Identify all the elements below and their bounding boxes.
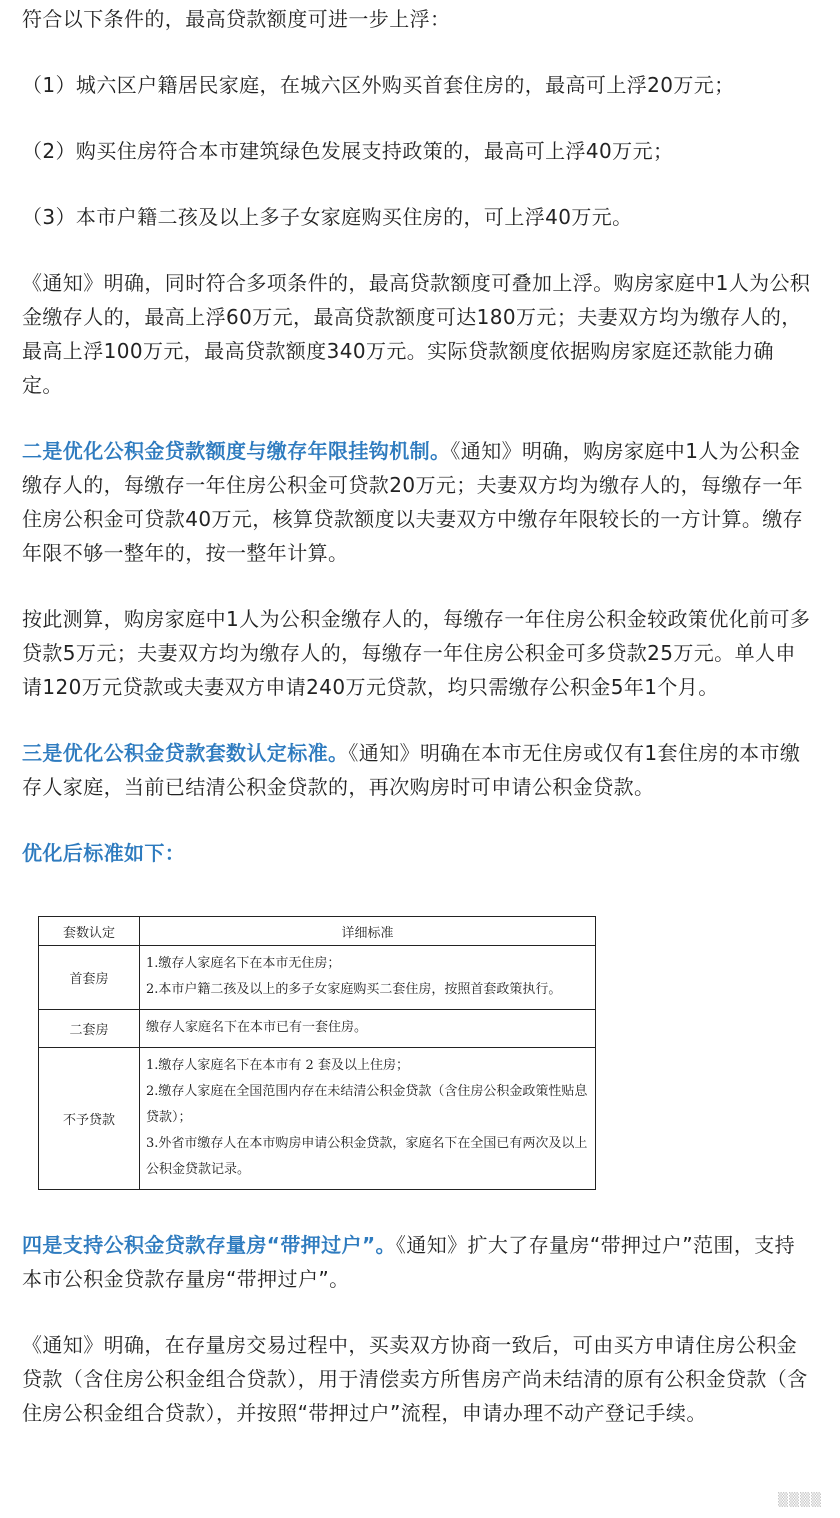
- table-cell-details: [140, 1048, 596, 1190]
- intro-paragraph: 符合以下条件的，最高贷款额度可进一步上浮：: [22, 7, 451, 31]
- detail-line: 2.本市户籍二孩及以上的多子女家庭购买二套住房，按照首套政策执行。: [146, 982, 562, 997]
- condition-item-2: （2）购买住房符合本市建筑绿色发展支持政策的，最高可上浮40万元；: [22, 139, 674, 163]
- detail-line: 1.缴存人家庭名下在本市无住房；: [146, 956, 341, 971]
- table-row: [39, 1010, 596, 1048]
- section-2-body: 《通知》明确，购房家庭中1人为公积金缴存人的，每缴存一年住房公积金可贷款20万元；夫妻双方均为缴存人的，每缴存一年住房公积金可贷款40万元，核算贷款额度以夫妻双方中缴存年限较长的一方计算。缴存年限不够一整年的，按一整年计算。: [22, 439, 804, 565]
- watermark-logo: ▒▒▒▒: [778, 1493, 822, 1508]
- table-row: [39, 946, 596, 1010]
- section-2-heading: 二是优化公积金贷款额度与缴存年限挂钩机制。: [22, 439, 451, 463]
- section-3-paragraph: [22, 736, 812, 804]
- detail-line: 1.缴存人家庭名下在本市有 2 套及以上住房；: [146, 1058, 409, 1073]
- table-cell-category: 首套房: [39, 946, 140, 1010]
- section-4-heading: 四是支持公积金贷款存量房“带押过户”。: [22, 1233, 396, 1257]
- table-header-details: 详细标准: [140, 917, 596, 946]
- standards-table-image: [38, 916, 596, 1190]
- stack-paragraph: 《通知》明确，同时符合多项条件的，最高贷款额度可叠加上浮。购房家庭中1人为公积金缴存人的，最高上浮60万元，最高贷款额度可达180万元；夫妻双方均为缴存人的，最高上浮100万元，最高贷款额度340万元。实际贷款额度依据购房家庭还款能力确定。: [22, 271, 811, 397]
- calc-paragraph: 按此测算，购房家庭中1人为公积金缴存人的，每缴存一年住房公积金较政策优化前可多贷款5万元；夫妻双方均为缴存人的，每缴存一年住房公积金可多贷款25万元。单人申请120万元贷款或夫妻双方申请240万元贷款，均只需缴存公积金5年1个月。: [22, 607, 811, 699]
- standards-table: [38, 916, 596, 1190]
- condition-item-1: （1）城六区户籍居民家庭，在城六区外购买首套住房的，最高可上浮20万元；: [22, 73, 735, 97]
- table-header-category: 套数认定: [39, 917, 140, 946]
- section-3-body: 《通知》明确在本市无住房或仅有1套住房的本市缴存人家庭，当前已结清公积金贷款的，再次购房时可申请公积金贷款。: [22, 741, 801, 799]
- condition-item-3: （3）本市户籍二孩及以上多子女家庭购买住房的，可上浮40万元。: [22, 205, 633, 229]
- section-3-heading: 三是优化公积金贷款套数认定标准。: [22, 741, 349, 765]
- detail-line: 2.缴存人家庭在全国范围内存在未结清公积金贷款（含住房公积金政策性贴息贷款）；: [146, 1084, 588, 1125]
- detail-line: 缴存人家庭名下在本市已有一套住房。: [146, 1020, 368, 1035]
- table-cell-details: [140, 1010, 596, 1048]
- section-2-paragraph: [22, 434, 812, 570]
- section-4-paragraph: [22, 1228, 812, 1296]
- table-header-row: [39, 917, 596, 946]
- table-row: [39, 1048, 596, 1190]
- final-paragraph: 《通知》明确，在存量房交易过程中，买卖双方协商一致后，可由买方申请住房公积金贷款（含住房公积金组合贷款），用于清偿卖方所售房产尚未结清的原有公积金贷款（含住房公积金组合贷款），并按照“带押过户”流程，申请办理不动产登记手续。: [22, 1333, 808, 1425]
- table-cell-category: 不予贷款: [39, 1048, 140, 1190]
- table-cell-category: 二套房: [39, 1010, 140, 1048]
- table-cell-details: [140, 946, 596, 1010]
- article-body: [22, 0, 812, 1430]
- detail-line: 3.外省市缴存人在本市购房申请公积金贷款，家庭名下在全国已有两次及以上公积金贷款记录。: [146, 1136, 588, 1177]
- section-4-body: 《通知》扩大了存量房“带押过户”范围，支持本市公积金贷款存量房“带押过户”。: [22, 1233, 796, 1291]
- table-intro-heading: 优化后标准如下：: [22, 841, 186, 865]
